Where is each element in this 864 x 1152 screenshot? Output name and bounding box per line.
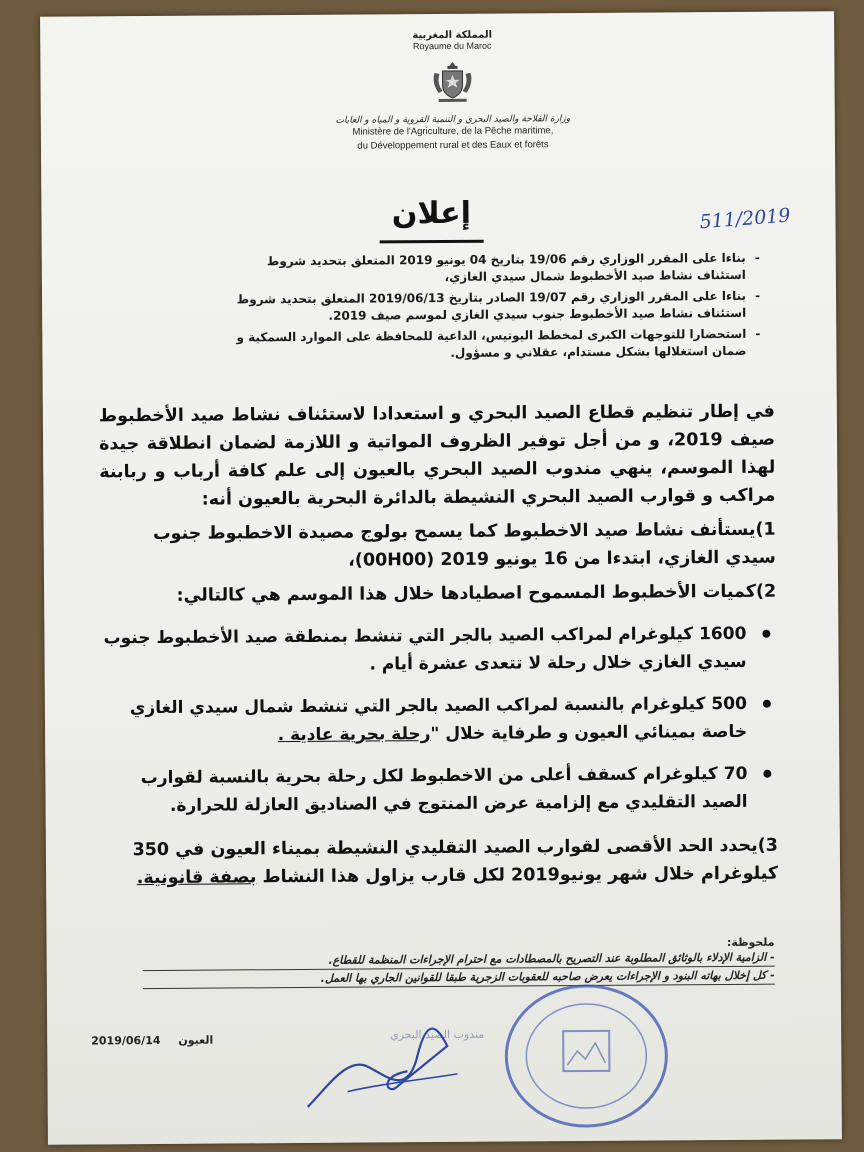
svg-text:مندوب الصيد البحري: مندوب الصيد البحري [390,1027,485,1042]
bullet-dot-icon [763,700,771,708]
place-date-line [91,1034,227,1048]
handwritten-signature-icon [287,1016,488,1117]
handwritten-reference-number: 511/2019 [698,204,792,234]
quota-text: 70 كيلوغرام كسقف أعلى من الاخطبوط لكل رحلة بحرية بالنسبة لقوارب الصيد التقليدي مع إلزامية عرض المنتوج في الصناديق العازلة للحرارة. [140,763,748,816]
page-title: إعلان [391,195,472,232]
ministry-french-line2: du Développement rural et des Eaux et forêts [357,139,549,152]
quota-bullet [100,620,776,681]
preamble-item: - بناءا على المقرر الوزاري رقم 19/06 بتاريخ 04 يونيو 2019 المتعلق بتحديد شروط استئناف نشاط صيد الأخطبوط شمال سيدي الغازي، [222,250,760,288]
quota-bullet [101,690,777,751]
quota-text: 500 كيلوغرام بالنسبة لمراكب الصيد بالجر التي تنشط شمال سيدي الغازي خاصة بمينائي العيون و طرفاية خلال " [129,693,748,745]
point-3-underlined-text: بصفة قانونية. [136,867,257,889]
kingdom-arabic: المملكة المغربية [412,29,493,42]
ministry-french-line1: Ministère de l'Agriculture, de la Pêche maritime, [352,125,554,138]
announcement-body [99,398,778,893]
preamble-list [222,250,761,368]
kingdom-french: Royaume du Maroc [412,40,492,52]
notes-section [143,936,775,989]
royal-coat-of-arms-icon [428,59,476,105]
title-underline [380,240,484,244]
place: العيون [178,1033,214,1047]
point-3-text: 3)يحدد الحد الأقصى لقوارب الصيد التقليدي النشيطة بميناء العيون في 350 كيلوغرام خلال شهر يونيو2019 لكل قارب يزاول هذا النشاط [132,835,779,888]
preamble-item: - بناءا على المقرر الوزاري رقم 19/07 الصادر بتاريخ 2019/06/13 المتعلق بتحديد شروط استئناف نشاط صيد الأخطبوط جنوب سيدي الغازي لموسم صيف 2019. [222,288,760,326]
quota-underlined-text: رحلة بحرية عادية . [277,724,431,746]
preamble-item: - استحضارا للتوجهات الكبرى لمخطط اليوتيس، الداعية للمحافظة على الموارد السمكية و ضمان استغلالها بشكل مستدام، عقلاني و مسؤول. [222,326,760,364]
point-1: 1)يستأنف نشاط صيد الاخطبوط كما يسمح بولوج مصيدة الاخطبوط جنوب سيدي الغازي، ابتدءا من 16 يونيو 2019 (00H00)، [152,519,776,571]
note-item: - الزامية الإدلاء بالوثائق المطلوبة عند التصريح بالمصطادات مع احترام الإجراءات المنظمة للقطاع. [143,949,775,971]
document-page [40,11,842,1145]
date: 2019/06/14 [91,1033,161,1048]
letterhead [302,29,603,154]
note-item: - كل إخلال بهاته البنود و الإجراءات يعرض صاحبه للعقوبات الزجرية طبقا للقوانين الجاري بها العمل. [143,967,775,989]
bullet-dot-icon [763,770,771,778]
point-2-title: 2)كميات الأخطبوط المسموح اصطيادها خلال هذا الموسم هي كالتالي: [176,581,777,606]
point-3 [102,832,778,893]
notes-label: ملحوظة: [726,935,775,950]
intro-paragraph: في إطار تنظيم قطاع الصيد البحري و استعدادا لاستئناف نشاط صيد الأخطبوط صيف 2019، و من أجل توفير الظروف المواتية و اللازمة لضمان انطلاقة جيدة لهذا الموسم، ينهي مندوب الصيد البحري بالعيون إلى علم كافة أرباب و ربابنة مراكب و قوارب الصيد البحري النشيطة بالدائرة البحرية بالعيون أنه: [98,401,776,510]
bullet-dot-icon [762,630,770,638]
official-stamp-icon [501,980,672,1131]
quota-bullet [101,760,777,821]
quota-text: 1600 كيلوغرام لمراكب الصيد بالجر التي تنشط بمنطقة صيد الأخطبوط جنوب سيدي الغازي خلال رحلة لا تتعدى عشرة أيام . [103,623,747,675]
ministry-arabic: وزارة الفلاحة والصيد البحري و التنمية القروية و المياه و الغابات [335,114,571,126]
